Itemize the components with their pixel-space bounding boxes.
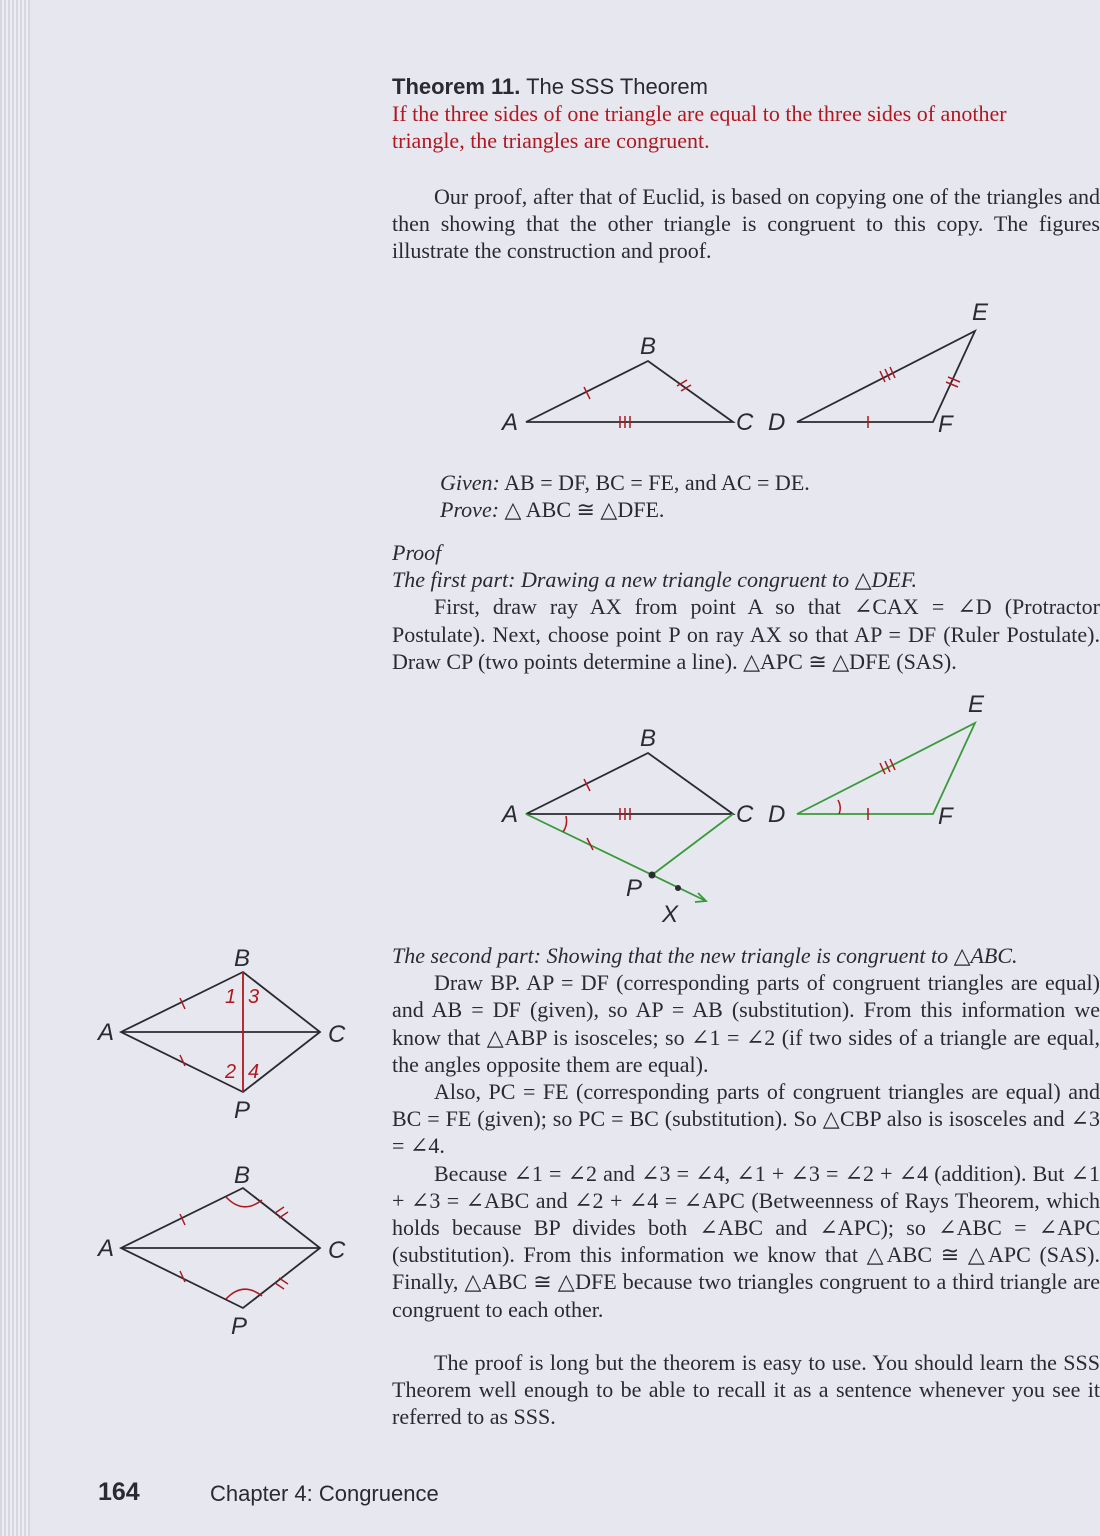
prove-line [440, 496, 810, 523]
part1-heading: The first part: Drawing a new triangle congruent to △DEF. [392, 567, 917, 593]
part1-text: First, draw ray AX from point A so that ∠CAX = ∠D (Protractor Postulate). Next, choose point P on ray AX so that AP = DF (Ruler Postulate). Draw CP (two points determine a line). △APC ≅ △DFE (SAS). [392, 594, 1100, 674]
part2-paragraph-1: Draw BP. AP = DF (corresponding parts of congruent triangles are equal) and AB = DF (given), so AP = AB (substitution). From this information we know that △ABP is isosceles; so ∠1 = ∠2 (if two sides of a triangle are equal, the angles opposite them are equal). [392, 970, 1100, 1077]
segment-cp [652, 814, 733, 875]
label-a-fig4: A [98, 1235, 115, 1262]
point-p [649, 872, 656, 879]
part2-heading: The second part: Showing that the new triangle is congruent to △ABC. [392, 943, 1018, 968]
conclusion-block [392, 1349, 1100, 1431]
label-p-fig2: P [626, 875, 643, 902]
proof-part1-block [392, 539, 1100, 675]
label-a-fig1: A [502, 409, 519, 436]
figure-kite-numbered [121, 972, 320, 1092]
label-p-fig3: P [234, 1097, 251, 1124]
label-f-fig2: F [938, 803, 953, 830]
prove-label: Prove: [440, 497, 500, 522]
label-c-fig4: C [328, 1237, 346, 1264]
label-p-fig4: P [231, 1313, 248, 1340]
angle-number-2: 2 [225, 1061, 237, 1083]
label-a-fig3: A [98, 1019, 115, 1046]
angle-number-4: 4 [248, 1061, 260, 1083]
label-b-fig4: B [234, 1162, 251, 1189]
given-line [440, 469, 810, 496]
proof-label: Proof [392, 540, 442, 565]
theorem-name: The SSS Theorem [526, 74, 708, 99]
point-x [675, 885, 681, 891]
label-c-fig2: C [736, 801, 754, 828]
angle-number-3: 3 [248, 986, 260, 1008]
figure-kite-arcs [121, 1188, 320, 1308]
prove-text: △ ABC ≅ △DFE. [504, 497, 665, 522]
given-text: AB = DF, BC = FE, and AC = DE. [504, 470, 810, 495]
label-b-fig2: B [640, 725, 657, 752]
label-c-fig1: C [736, 409, 754, 436]
part2-paragraph-2: Also, PC = FE (corresponding parts of congruent triangles are equal) and BC = FE (given); so PC = BC (substitution). So △CBP also is isosceles and ∠3 = ∠4. [392, 1079, 1100, 1159]
figure-construction-triangles [526, 753, 733, 814]
label-c-fig3: C [328, 1021, 346, 1048]
label-x-fig2: X [662, 901, 679, 928]
part2-paragraph-3: Because ∠1 = ∠2 and ∠3 = ∠4, ∠1 + ∠3 = ∠2 + ∠4 (addition). But ∠1 + ∠3 = ∠ABC and ∠2 + ∠4 = ∠APC (Betweenness of Rays Theorem, which holds because BP divides both ∠ABC and ∠APC); so ∠ABC = ∠APC (substitution). From this information we know that △ABC ≅ △APC (SAS). Finally, △ABC ≅ △DFE because two triangles congruent to a third triangle are congruent to each other. [392, 1160, 1100, 1322]
conclusion-paragraph: The proof is long but the theorem is easy to use. You should learn the SSS Theorem well enough to be able to recall it as a sentence whenever you see it referred to as SSS. [392, 1350, 1100, 1430]
given-prove-block [440, 469, 810, 523]
label-b-fig1: B [640, 333, 657, 360]
label-e-fig2: E [968, 691, 985, 718]
label-e-fig1: E [972, 299, 989, 326]
intro-paragraph: Our proof, after that of Euclid, is based on copying one of the triangles and then showing that the other triangle is congruent to this copy. The figures illustrate the construction and proof. [392, 184, 1100, 264]
label-a-fig2: A [502, 801, 519, 828]
page-number: 164 [98, 1478, 140, 1506]
label-d-fig1: D [768, 409, 786, 436]
tick-marks-fig2 [563, 759, 895, 850]
given-label: Given: [440, 470, 500, 495]
theorem-number: Theorem 11. [392, 74, 521, 99]
label-b-fig3: B [234, 945, 251, 972]
proof-part2-block [392, 942, 1100, 1323]
label-f-fig1: F [938, 411, 953, 438]
label-d-fig2: D [768, 801, 786, 828]
triangle-abc [526, 361, 733, 422]
chapter-title: Chapter 4: Congruence [210, 1481, 439, 1506]
angle-number-1: 1 [225, 986, 237, 1008]
triangle-def-fig2 [797, 723, 975, 814]
theorem-statement: If the three sides of one triangle are equal to the three sides of another triangle, the triangles are congruent. [392, 101, 1007, 153]
triangle-abc-fig2 [526, 753, 733, 814]
